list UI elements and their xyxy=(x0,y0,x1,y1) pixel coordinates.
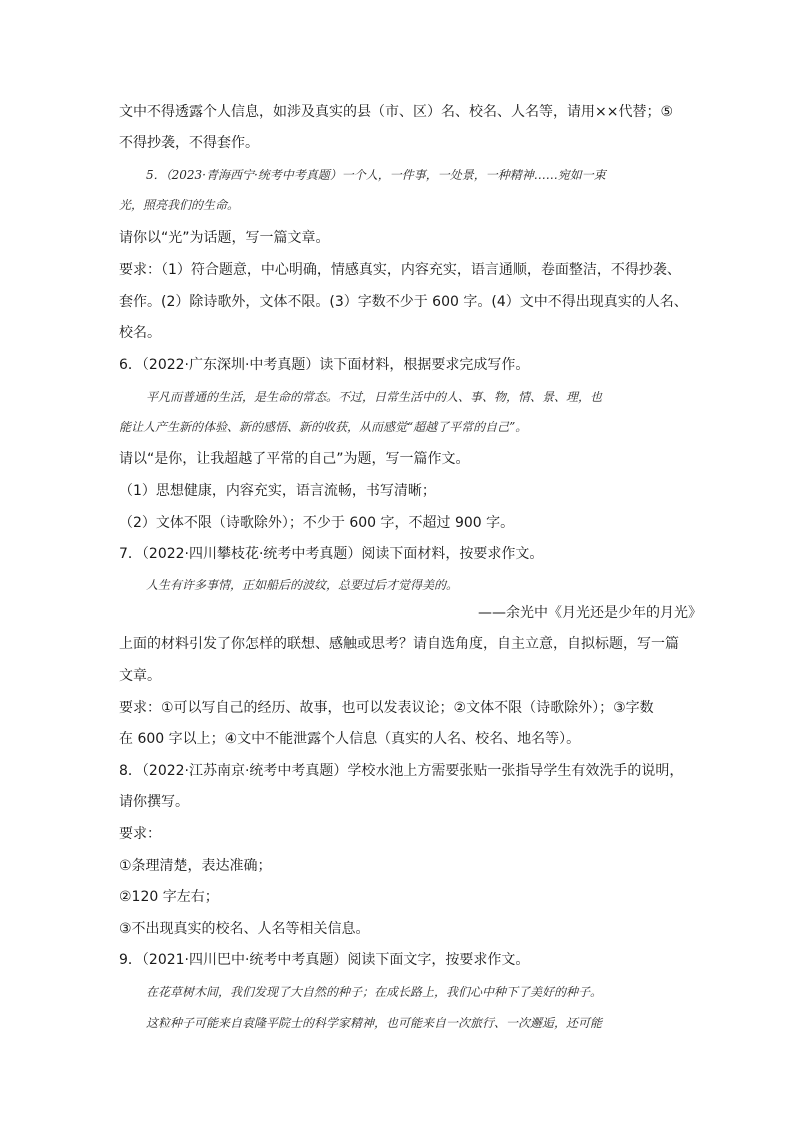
material-line: 平凡而普通的生活，是生命的常态。不过，日常生活中的人、事、物，情、景、理，也 xyxy=(146,390,603,404)
requirements-line: （2）文体不限（诗歌除外）；不少于 600 字，不超过 900 字。 xyxy=(119,515,515,531)
question-5-prompt-line: 5．（2023·青海西宁·统考中考真题）一个人，一件事，一处景，一种精神……宛如一束 xyxy=(146,168,606,182)
text-line: 请以“是你，让我超越了平常的自己”为题，写一篇作文。 xyxy=(119,451,470,467)
requirements-line: 要求：①可以写自己的经历、故事，也可以发表议论；②文体不限（诗歌除外）；③字数 xyxy=(119,700,654,716)
requirements-label: 要求： xyxy=(119,826,161,842)
requirements-line: 套作。(2）除诗歌外，文体不限。(3）字数不少于 600 字。(4）文中不得出现真实的人名、 xyxy=(119,294,688,310)
text-line: 上面的材料引发了你怎样的联想、感触或思考？请自选角度，自主立意，自拟标题，写一篇 xyxy=(119,636,679,652)
text-line: 文章。 xyxy=(119,668,161,684)
requirement-item: ③不出现真实的校名、人名等相关信息。 xyxy=(119,921,370,937)
text-line: 不得抄袭，不得套作。 xyxy=(119,135,259,151)
text-line: 请你以“光”为话题，写一篇文章。 xyxy=(119,230,330,246)
text-line: 请你撰写。 xyxy=(119,794,189,810)
text-line: 文中不得透露个人信息，如涉及真实的县（市、区）名、校名、人名等，请用××代替；⑤ xyxy=(119,104,674,120)
material-line: 这粒种子可能来自袁隆平院士的科学家精神，也可能来自一次旅行、一次邂逅，还可能 xyxy=(146,1016,603,1030)
question-5-prompt-line: 光，照亮我们的生命。 xyxy=(119,198,240,212)
requirements-line: 在 600 字以上；④文中不能泄露个人信息（真实的人名、校名、地名等）。 xyxy=(119,731,581,747)
requirement-item: ①条理清楚，表达准确； xyxy=(119,858,272,874)
question-8-heading: 8．（2022·江苏南京·统考中考真题）学校水池上方需要张贴一张指导学生有效洗手的说明， xyxy=(119,763,684,779)
material-line: 人生有许多事情，正如船后的波纹，总要过后才觉得美的。 xyxy=(146,578,459,592)
question-9-heading: 9．（2021·四川巴中·统考中考真题）阅读下面文字，按要求作文。 xyxy=(119,952,530,968)
requirements-line: 校名。 xyxy=(119,325,161,341)
requirement-item: ②120 字左右； xyxy=(119,889,219,905)
requirements-line: （1）思想健康，内容充实，语言流畅，书写清晰； xyxy=(119,483,436,499)
material-attribution: ——余光中《月光还是少年的月光》 xyxy=(478,605,702,621)
question-6-heading: 6．（2022·广东深圳·中考真题）读下面材料，根据要求完成写作。 xyxy=(119,357,530,373)
material-line: 在花草树木间，我们发现了大自然的种子；在成长路上，我们心中种下了美好的种子。 xyxy=(146,985,603,999)
requirements-line: 要求：（1）符合题意，中心明确，情感真实，内容充实，语言通顺，卷面整洁，不得抄袭、 xyxy=(119,262,681,278)
question-7-heading: 7．（2022·四川攀枝花·统考中考真题）阅读下面材料，按要求作文。 xyxy=(119,546,544,562)
material-line: 能让人产生新的体验、新的感悟、新的收获，从而感觉“超越了平常的自己”。 xyxy=(119,420,528,434)
